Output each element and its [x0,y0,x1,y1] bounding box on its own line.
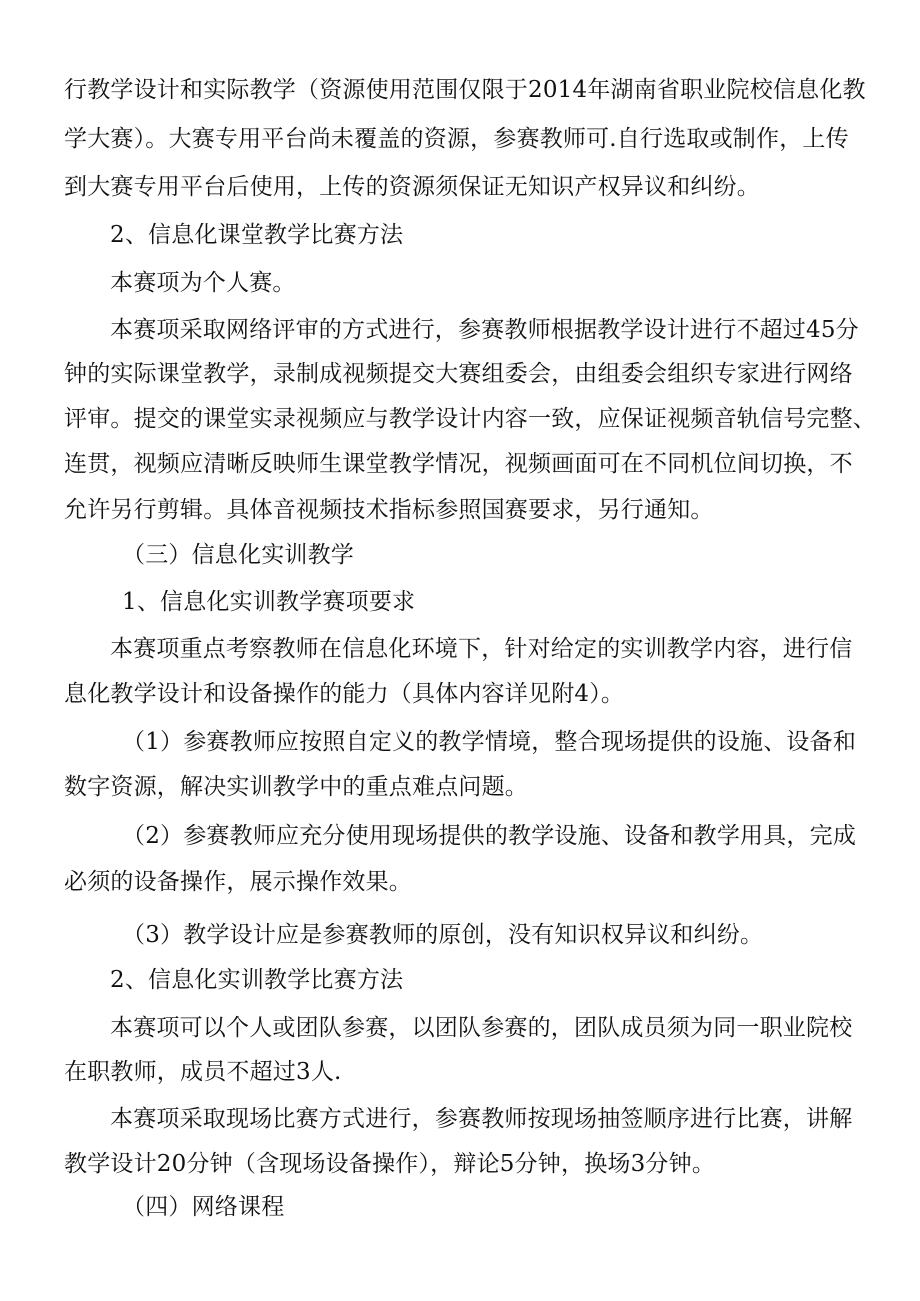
text-line: 本赛项采取网络评审的方式进行，参赛教师根据教学设计进行不超过45分 [110,317,859,343]
text-line: 评审。提交的课堂实录视频应与教学设计内容一致，应保证视频音轨信号完整、 [64,406,876,432]
text-line: 数字资源，解决实训教学中的重点难点问题。 [64,774,528,800]
text-line: 必须的设备操作，展示操作效果。 [64,869,412,895]
text-line: 本赛项可以个人或团队参赛，以团队参赛的，团队成员须为同一职业院校 [110,1015,853,1041]
section-heading: （四）网络课程 [122,1194,285,1220]
text-line: 连贯，视频应清晰反映师生课堂教学情况，视频画面可在不同机位间切换，不 [64,451,853,477]
text-line: （2）参赛教师应充分使用现场提供的教学设施、设备和教学用具，完成 [122,823,857,849]
text-line: 允许另行剪辑。具体音视频技术指标参照国赛要求，另行通知。 [64,497,714,523]
text-line: 在职教师，成员不超过3人. [64,1059,342,1085]
text-line: 钟的实际课堂教学，录制成视频提交大赛组委会，由组委会组织专家进行网络 [64,361,853,387]
text-line: 息化教学设计和设备操作的能力（具体内容详见附4）。 [64,681,625,707]
text-line: 教学设计20分钟（含现场设备操作），辩论5分钟，换场3分钟。 [64,1151,716,1177]
text-line: 到大赛专用平台后使用，上传的资源须保证无知识产权异议和纠纷。 [64,174,760,200]
section-subheading: 2、信息化实训教学比赛方法 [110,967,404,993]
text-line: 本赛项重点考察教师在信息化环境下，针对给定的实训教学内容，进行信 [110,636,853,662]
section-subheading: 2、信息化课堂教学比赛方法 [110,222,404,248]
text-line: 本赛项为个人赛。 [110,270,296,296]
text-line: 行教学设计和实际教学（资源使用范围仅限于2014年湖南省职业院校信息化教 [64,77,866,103]
section-subheading: 1、信息化实训教学赛项要求 [122,589,416,615]
text-line: 本赛项采取现场比赛方式进行，参赛教师按现场抽签顺序进行比赛，讲解 [110,1106,853,1132]
text-line: （1）参赛教师应按照自定义的教学情境，整合现场提供的设施、设备和 [122,729,857,755]
text-line: （3）教学设计应是参赛教师的原创，没有知识权异议和纠纷。 [122,922,764,948]
section-heading: （三）信息化实训教学 [122,542,354,568]
text-line: 学大赛）。大赛专用平台尚未覆盖的资源，参赛教师可.自行选取或制作，上传 [64,126,849,152]
